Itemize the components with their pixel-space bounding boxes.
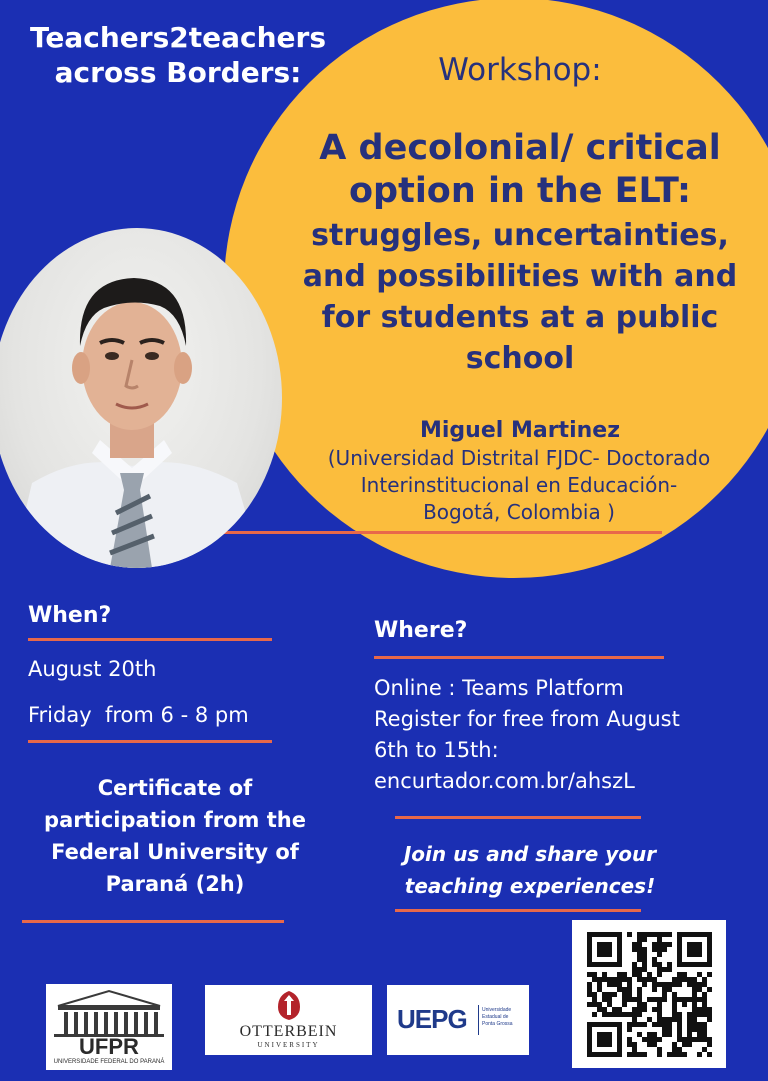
speaker-affiliation-line-3: Bogotá, Colombia ) [423,500,615,524]
uepg-logo-separator [478,1005,479,1035]
event-date: August 20th [28,657,157,681]
uepg-logo-caption [482,1007,513,1028]
speaker-portrait-icon [0,228,282,568]
certificate-divider [22,920,284,923]
where-line-3: 6th to 15th: [374,738,499,762]
otterbein-logo-name: OTTERBEIN [239,1023,338,1040]
ufpr-building-icon [46,986,172,1038]
join-divider [395,909,641,912]
otterbein-logo-caption: UNIVERSITY [257,1041,320,1049]
when-heading: When? [28,603,112,628]
certificate-line-4: Paraná (2h) [105,872,245,896]
talk-title-line-2: option in the ELT: [348,171,692,211]
when-divider-bottom [28,740,272,743]
workshop-label: Workshop: [438,52,602,88]
talk-subtitle-line-4: school [465,341,575,376]
where-heading: Where? [374,618,468,643]
where-line-2: Register for free from August [374,707,680,731]
series-title-line-2: across Borders: [54,56,302,89]
ufpr-logo-caption: UNIVERSIDADE FEDERAL DO PARANÁ [53,1059,165,1065]
talk-subtitle-line-1: struggles, uncertainties, [311,218,729,253]
talk-subtitle-line-3: for students at a public [321,300,719,335]
talk-subtitle-line-2: and possibilities with and [302,259,738,294]
qr-code-icon [572,920,726,1068]
uepg-logo [387,985,529,1055]
speaker-affiliation-line-2: Interinstitucional en Educación- [360,473,678,497]
certificate-line-3: Federal University of [51,840,299,864]
speaker-divider [212,531,662,534]
where-line-1: Online : Teams Platform [374,676,624,700]
join-invitation [385,838,675,902]
uepg-caption-line-2: Estadual de [482,1014,509,1020]
talk-subtitle [270,215,768,379]
when-divider-top [28,638,272,641]
otterbein-crest-icon [274,989,304,1021]
event-time: Friday from 6 - 8 pm [28,703,249,727]
where-divider-top [374,656,664,659]
certificate-line-1: Certificate of [97,776,253,800]
ufpr-logo-name: UFPR [79,1034,139,1059]
uepg-caption-line-3: Ponta Grossa [482,1021,513,1027]
otterbein-logo [205,985,372,1055]
join-line-2: teaching experiences! [404,874,656,898]
uepg-caption-line-1: Universidade [482,1007,512,1013]
where-details [374,673,680,797]
join-line-1: Join us and share your [403,842,657,866]
talk-title [270,127,768,213]
ufpr-logo [46,984,172,1070]
series-title-line-1: Teachers2teachers [29,21,326,54]
certificate-line-2: participation from the [44,808,306,832]
speaker-photo [0,228,282,568]
registration-link[interactable]: encurtador.com.br/ahszL [374,769,635,793]
certificate-note [20,772,330,900]
speaker-affiliation [280,445,758,526]
qr-code[interactable] [572,920,726,1068]
where-divider-bottom [395,816,641,819]
speaker-name: Miguel Martinez [420,418,620,443]
uepg-logo-name: UEPG [397,1004,467,1034]
speaker-affiliation-line-1: (Universidad Distrital FJDC- Doctorado [327,446,711,470]
talk-title-line-1: A decolonial/ critical [319,128,721,168]
series-title [8,20,348,90]
